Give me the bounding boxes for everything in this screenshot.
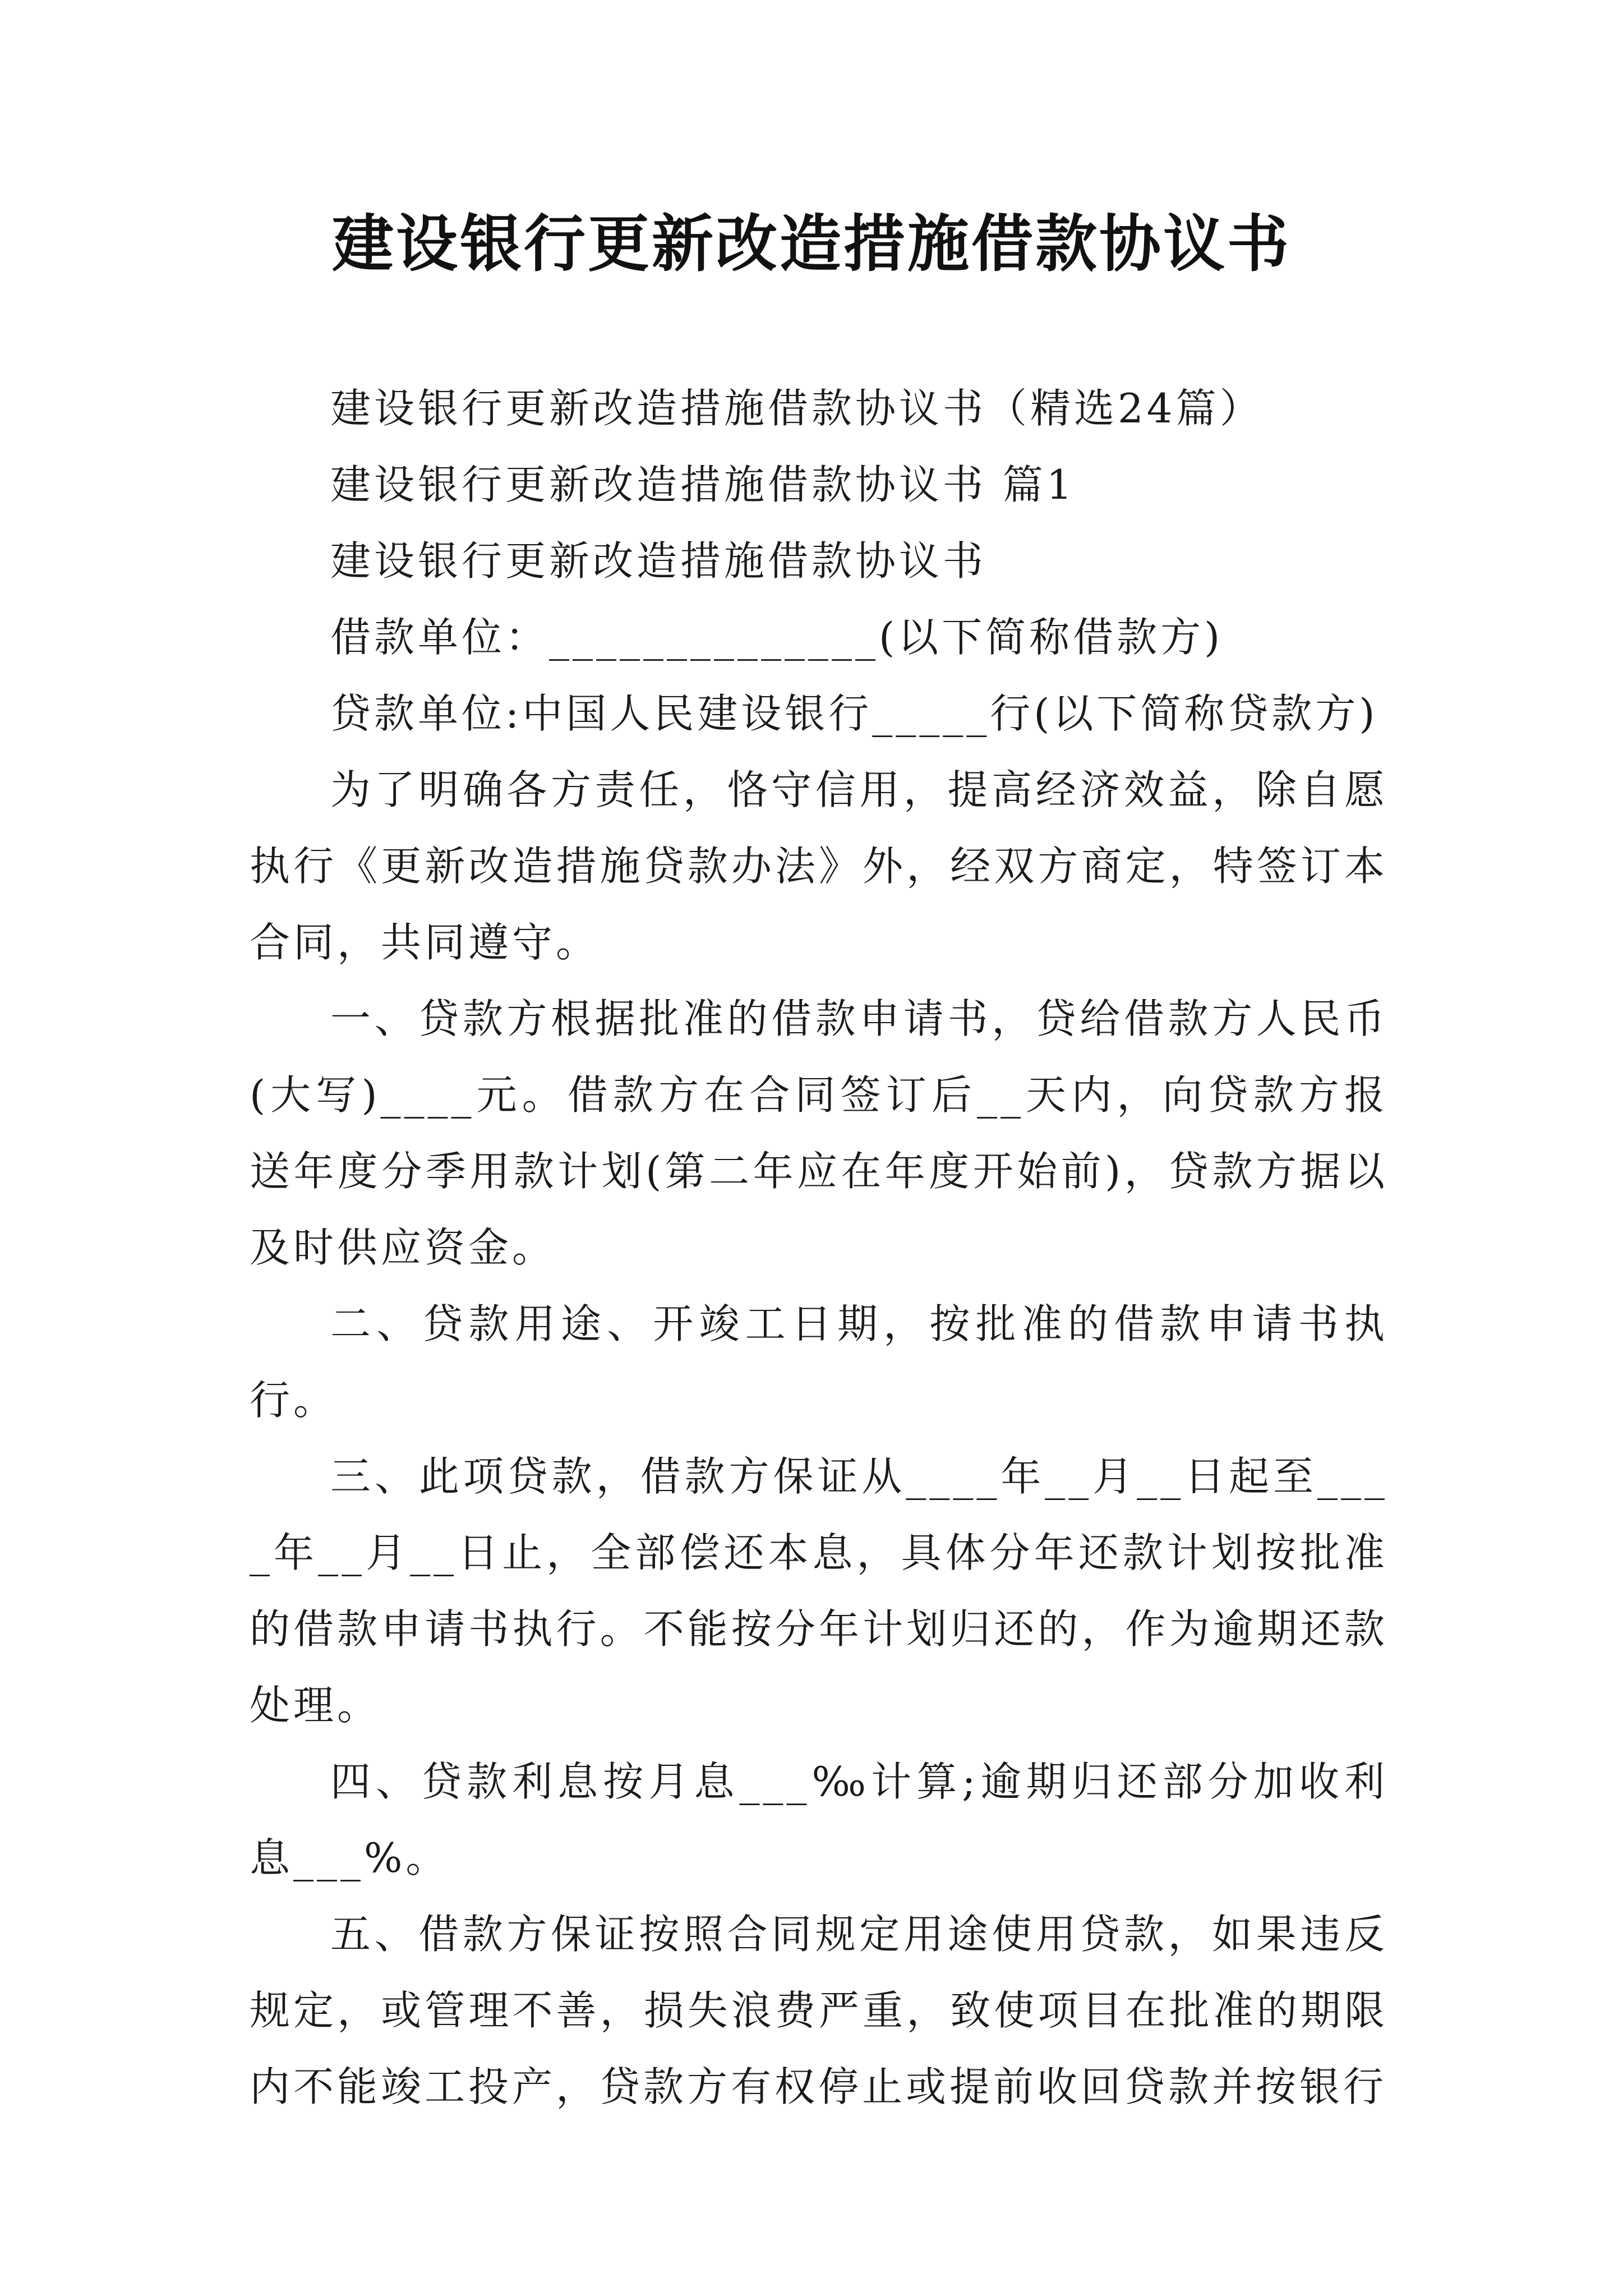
paragraph-preamble: 为了明确各方责任，恪守信用，提高经济效益，除自愿执行《更新改造措施贷款办法》外，经双方商定，特签订本合同，共同遵守。 bbox=[250, 766, 1388, 966]
document-title: 建设银行更新改造措施借款协议书 bbox=[332, 208, 1291, 280]
document-body bbox=[250, 370, 1388, 2125]
paragraph-contract-name: 建设银行更新改造措施借款协议书 bbox=[330, 537, 987, 585]
paragraph-section-heading: 建设银行更新改造措施借款协议书 篇1 bbox=[330, 461, 1076, 508]
paragraph-clause-3: 三、此项贷款，借款方保证从____年__月__日起至____年__月__日止，全部偿还本息，具体分年还款计划按批准的借款申请书执行。不能按分年计划归还的，作为逾期还款处理。 bbox=[250, 1453, 1388, 1729]
paragraph-clause-4: 四、贷款利息按月息___‰计算;逾期归还部分加收利息___%。 bbox=[250, 1758, 1388, 1881]
paragraph-lender: 贷款单位:中国人民建设银行_____行(以下简称贷款方) bbox=[330, 690, 1378, 737]
paragraph-borrower: 借款单位：______________(以下简称借款方) bbox=[330, 614, 1224, 661]
paragraph-clause-2: 二、贷款用途、开竣工日期，按批准的借款申请书执行。 bbox=[250, 1300, 1388, 1424]
paragraph-subtitle: 建设银行更新改造措施借款协议书（精选24篇） bbox=[330, 385, 1264, 432]
paragraph-clause-5: 五、借款方保证按照合同规定用途使用贷款，如果违反规定，或管理不善，损失浪费严重，致使项目在批准的期限内不能竣工投产，贷款方有权停止或提前收回贷款并按银行 bbox=[250, 1911, 1388, 2110]
paragraph-clause-1: 一、贷款方根据批准的借款申请书，贷给借款方人民币(大写)____元。借款方在合同签订后__天内，向贷款方报送年度分季用款计划(第二年应在年度开始前)，贷款方据以及时供应资金。 bbox=[250, 995, 1388, 1271]
